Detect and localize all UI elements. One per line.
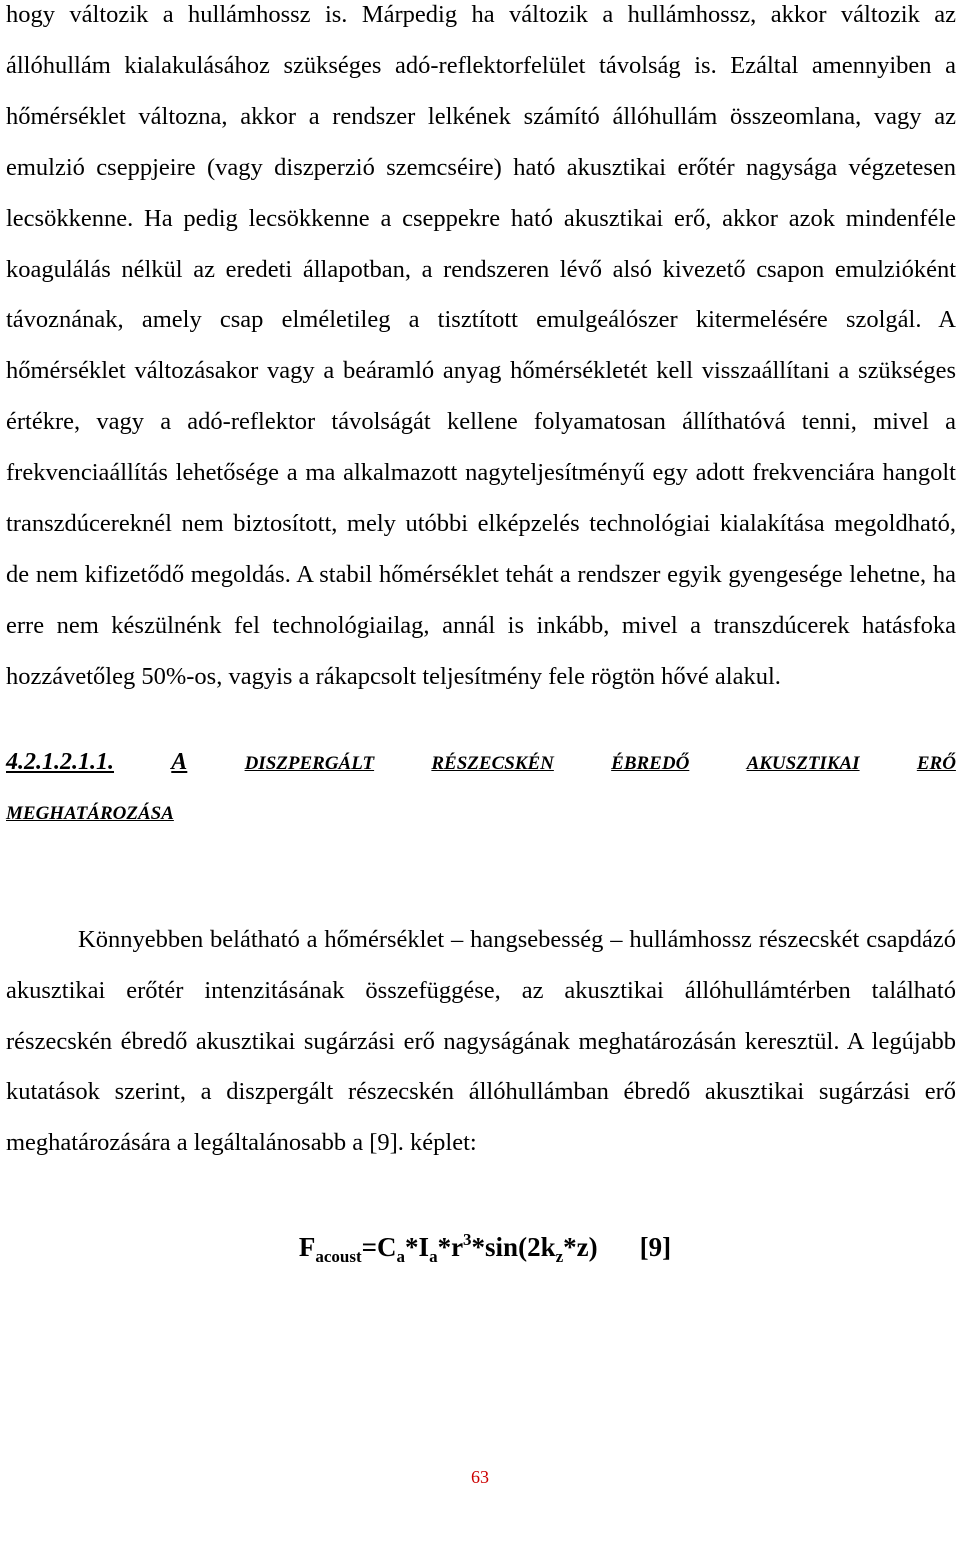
formula-part: *I [405,1232,430,1263]
formula-part: *sin(2k [471,1232,556,1263]
formula-part: =C [361,1232,397,1263]
section-heading [6,737,956,839]
section-heading-line-2: MEGHATÁROZÁSA [6,802,174,824]
equation-reference: [9] [639,1232,672,1263]
formula-subscript: acoust [315,1247,362,1267]
document-page [6,0,956,1267]
formula-subscript: z [555,1247,564,1267]
equation-9 [6,1227,956,1267]
formula-part: *z) [563,1232,598,1263]
body-paragraph-2-text: Könnyebben belátható a hőmérséklet – hangsebesség – hullámhossz részecskét csapdázó akusztikai erőtér intenzitásának összefüggése, az akusztikai állóhullámtérben található részecskén ébredő akusztikai sugárzási erő nagyságának meghatározásán keresztül. A legújabb kutatások szerint, a diszpergált részecskén állóhullámban ébredő akusztikai sugárzási erő meghatározására a legáltalánosabb a [9]. képlet: [6,925,956,1157]
formula-superscript: 3 [463,1230,472,1250]
formula-subscript: a [396,1247,406,1267]
heading-word: RÉSZECSKÉN [431,752,554,774]
page-number: 63 [471,1467,489,1487]
body-paragraph-1: hogy változik a hullámhossz is. Márpedig ha változik a hullámhossz, akkor változik az állóhullám kialakulásához szükséges adó-reflektorfelület távolság is. Ezáltal amennyiben a hőmérséklet változna, akkor a rendszer lelkének számító állóhullám összeomlana, vagy az emulzió cseppjeire (vagy diszperzió szemcséire) ható akusztikai erőtér nagysága végzetesen lecsökkenne. Ha pedig lecsökkenne a cseppekre ható akusztikai erő, akkor azok mindenféle koagulálás nélkül az eredeti állapotban, a rendszeren lévő alsó kivezető csapon emulzióként távoznának, amely csap elméletileg a tisztított emulgeálószer kitermelésére szolgál. A hőmérséklet változásakor vagy a beáramló anyag hőmérsékletét kell visszaállítani a szükséges értékre, vagy a adó-reflektor távolságát kellene folyamatosan állíthatóvá tenni, mivel a frekvenciaállítás lehetősége a ma alkalmazott nagyteljesítményű egy adott frekvenciára hangolt transzdúcereknél nem biztosított, mely utóbbi elképzelés technológiai kialakítása megoldható, de nem kifizetődő megoldás. A stabil hőmérséklet tehát a rendszer egyik gyengesége lehetne, ha erre nem készülnénk fel technológiailag, annál is inkább, mivel a transzdúcerek hatásfoka hozzávetőleg 50%-os, vagyis a rákapcsolt teljesítmény fele rögtön hővé alakul. [6,1,956,690]
formula-part: *r [437,1232,464,1263]
body-paragraph-2 [6,915,956,1170]
section-heading-line-1 [6,737,956,789]
formula-subscript: a [429,1247,438,1267]
section-number: 4.2.1.2.1.1. [6,748,114,775]
formula-part: F [298,1232,316,1263]
heading-word: ÉBREDŐ [611,752,690,774]
heading-word: AKUSZTIKAI [746,752,860,774]
heading-word: A [171,748,188,775]
heading-word: DISZPERGÁLT [244,752,375,774]
heading-word: ERŐ [916,752,956,774]
